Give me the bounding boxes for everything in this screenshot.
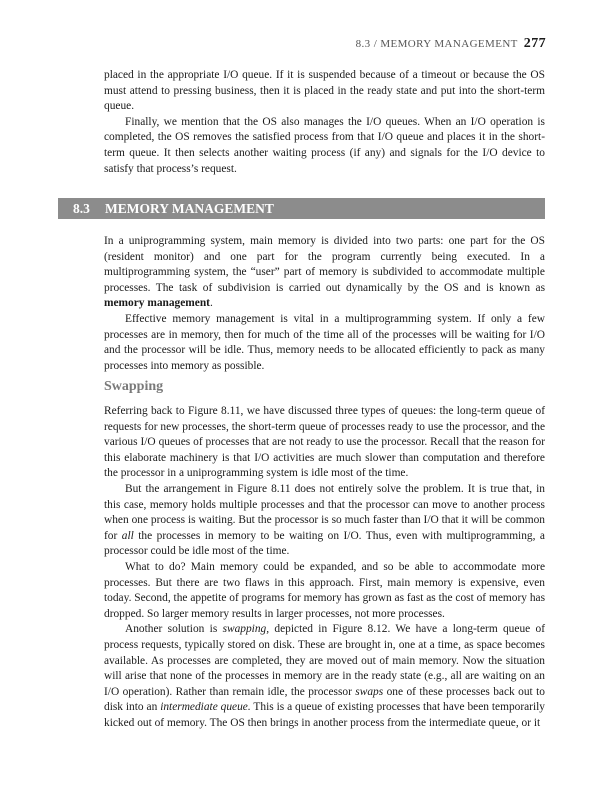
page-number: 277	[523, 36, 546, 51]
swapping-paragraph-1: Referring back to Figure 8.11, we have discussed three types of queues: the long-term queue of requests for new processes, the short-term queue of processes ready to use the processor, and the various I/O queues of processes that are not ready to use the processor. Recall that the reason for this elaborate machinery is that I/O activities are much slower than computation and therefore the processor in a uniprogramming system is idle most of the time.	[104, 405, 545, 480]
running-title: 8.3 / MEMORY MANAGEMENT	[355, 38, 518, 50]
swapping-paragraph-2	[104, 482, 545, 560]
memory-management-term: memory management	[104, 297, 210, 310]
swap-p4-text-b: depicted in Figure 8.12. We have a long-term queue of process requests, typically stored on disk. These are brought in, one at a time, as space becomes available. As processes are completed, they are moved out of main memory. Now the situation will arise that none of the processes in memory are in the ready state (e.g., all are waiting on an I/O operation). Rather than remain idle, the processor	[104, 623, 545, 698]
swap-p4-text-c: one of these processes back out to disk into an	[104, 685, 545, 714]
swap-p4-text-d: This is a queue of existing processes that have been temporarily kicked out of memory. The OS then brings in another process from the intermediate queue, or it	[104, 701, 545, 729]
memory-p1-text: In a uniprogramming system, main memory is divided into two parts: one part for the OS (resident monitor) and one part for the program currently being executed. In a multiprogramming system, the “user” part of memory is subdivided to accommodate multiple processes. The task of subdivision is carried out dynamically by the OS and is known as	[104, 235, 545, 294]
section-title: MEMORY MANAGEMENT	[105, 201, 274, 216]
swap-p4-emphasis-queue: intermediate queue.	[160, 701, 251, 714]
swap-p4-emphasis-swapping: swapping,	[222, 623, 270, 636]
memory-paragraph-2: Effective memory management is vital in a multiprogramming system. If only a few processes are in memory, then for much of the time all of the processes will be waiting for I/O and the processor will be idle. Thus, memory needs to be allocated efficiently to pack as many processes into memory as possible.	[104, 312, 545, 372]
memory-text-block	[104, 234, 545, 374]
swapping-paragraph-4	[104, 622, 545, 731]
swap-p4-emphasis-swaps: swaps	[355, 685, 384, 698]
swapping-paragraph-3: What to do? Main memory could be expanded, and so be able to accommodate more processes. But there are two flaws in this approach. First, main memory is expensive, even today. Second, the appetite of programs for memory has grown as fast as the cost of memory has dropped. So larger memory results in larger processes, not more processes.	[104, 560, 545, 620]
swapping-heading: Swapping	[104, 379, 164, 394]
intro-paragraph-2: Finally, we mention that the OS also manages the I/O queues. When an I/O operation is completed, the OS removes the satisfied process from that I/O queue and places it in the short-term queue. It then selects another waiting process (if any) and signals for the I/O device to satisfy that process’s request.	[104, 115, 545, 175]
swap-p4-text-a: Another solution is	[125, 623, 223, 636]
swap-p2-emphasis: all	[121, 529, 134, 542]
memory-paragraph-1	[104, 234, 545, 312]
section-heading-bar	[58, 198, 545, 219]
running-header	[356, 36, 546, 52]
swap-p2-text: But the arrangement in Figure 8.11 does not entirely solve the problem. It is true that, in this case, memory holds multiple processes and that the processor can move to another process when one process is waiting. But the processor is so much faster than I/O that it will be common for	[104, 482, 545, 542]
intro-paragraph-1: placed in the appropriate I/O queue. If it is suspended because of a timeout or because the OS must attend to pressing business, then it is placed in the ready state and put into the short-term queue.	[104, 69, 545, 113]
memory-p1-end: .	[209, 297, 213, 310]
intro-text-block	[104, 68, 545, 177]
swapping-text-block	[104, 404, 545, 731]
section-number: 8.3	[73, 201, 90, 216]
swap-p2-text-end: the processes in memory to be waiting on I/O. Thus, even with multiprogramming, a processor could be idle most of the time.	[104, 529, 545, 558]
